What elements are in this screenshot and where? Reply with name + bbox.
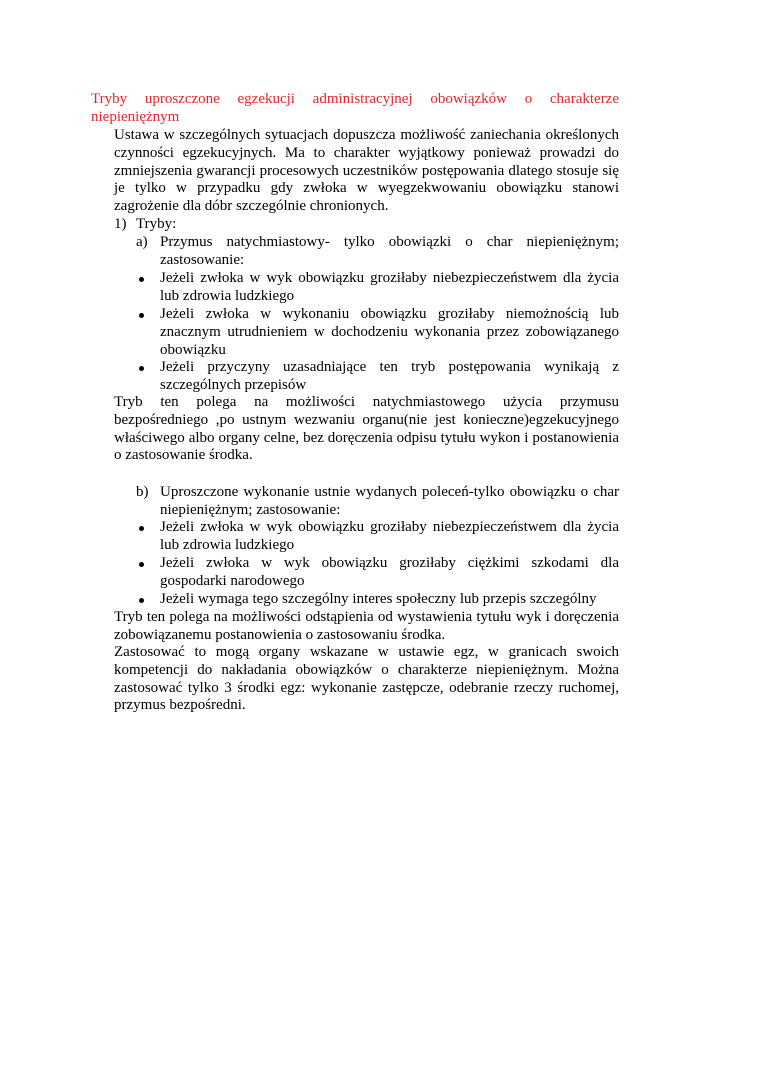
bullet-icon [139, 366, 144, 371]
section-b-marker: b) [136, 484, 149, 500]
bullet-text: Jeżeli zwłoka w wyk obowiązku groziłaby ciężkimi szkodami dla gospodarki narodowego [160, 555, 619, 589]
bullet-icon [139, 277, 144, 282]
bullet-text: Jeżeli zwłoka w wykonaniu obowiązku groziłaby niemożnością lub znacznym utrudnieniem w dochodzeniu wykonania przez zobowiązanego obowiązku [160, 306, 619, 358]
section-b-heading: Uproszczone wykonanie ustnie wydanych poleceń-tylko obowiązku o char niepieniężnym; zastosowanie: [160, 484, 619, 518]
section-b-description: Tryb ten polega na możliwości odstąpienia od wystawienia tytułu wyk i doręczenia zobowiązanemu postanowienia o zastosowaniu środka. [114, 609, 619, 643]
bullet-icon [139, 598, 144, 603]
document-title: Tryby uproszczone egzekucji administracyjnej obowiązków o charakterze niepieniężnym [91, 91, 619, 125]
bullet-text: Jeżeli wymaga tego szczególny interes społeczny lub przepis szczególny [160, 591, 597, 607]
section-a-heading: Przymus natychmiastowy- tylko obowiązki o char niepieniężnym; zastosowanie: [160, 234, 619, 268]
bullet-icon [139, 562, 144, 567]
closing-paragraph: Zastosować to mogą organy wskazane w ustawie egz, w granicach swoich kompetencji do nakładania obowiązków o charakterze niepieniężnym. Można zastosować tylko 3 środki egz: wykonanie zastępcze, odebranie rzeczy ruchomej, przymus bezpośredni. [114, 644, 619, 714]
bullet-text: Jeżeli zwłoka w wyk obowiązku groziłaby niebezpieczeństwem dla życia lub zdrowia ludzkiego [160, 519, 619, 553]
list-label: Tryby: [136, 216, 177, 232]
bullet-icon [139, 313, 144, 318]
list-number: 1) [114, 216, 127, 232]
bullet-text: Jeżeli zwłoka w wyk obowiązku groziłaby niebezpieczeństwem dla życia lub zdrowia ludzkiego [160, 270, 619, 304]
section-a-description: Tryb ten polega na możliwości natychmiastowego użycia przymusu bezpośredniego ,po ustnym wezwaniu organu(nie jest konieczne)egzekucyjnego właściwego albo organy celne, bez doręczenia odpisu tytułu wykon i postanowienia o zastosowanie środka. [114, 394, 619, 464]
section-a-marker: a) [136, 234, 148, 250]
bullet-text: Jeżeli przyczyny uzasadniające ten tryb postępowania wynikają z szczególnych przepisów [160, 359, 619, 393]
intro-paragraph: Ustawa w szczególnych sytuacjach dopuszcza możliwość zaniechania określonych czynności egzekucyjnych. Ma to charakter wyjątkowy ponieważ prowadzi do zmniejszenia gwarancji procesowych uczestników postępowania dlatego stosuje się je tylko w przypadku gdy zwłoka w wyegzekwowaniu obowiązku stanowi zagrożenie dla dóbr szczególnie chronionych. [114, 127, 619, 215]
bullet-icon [139, 526, 144, 531]
